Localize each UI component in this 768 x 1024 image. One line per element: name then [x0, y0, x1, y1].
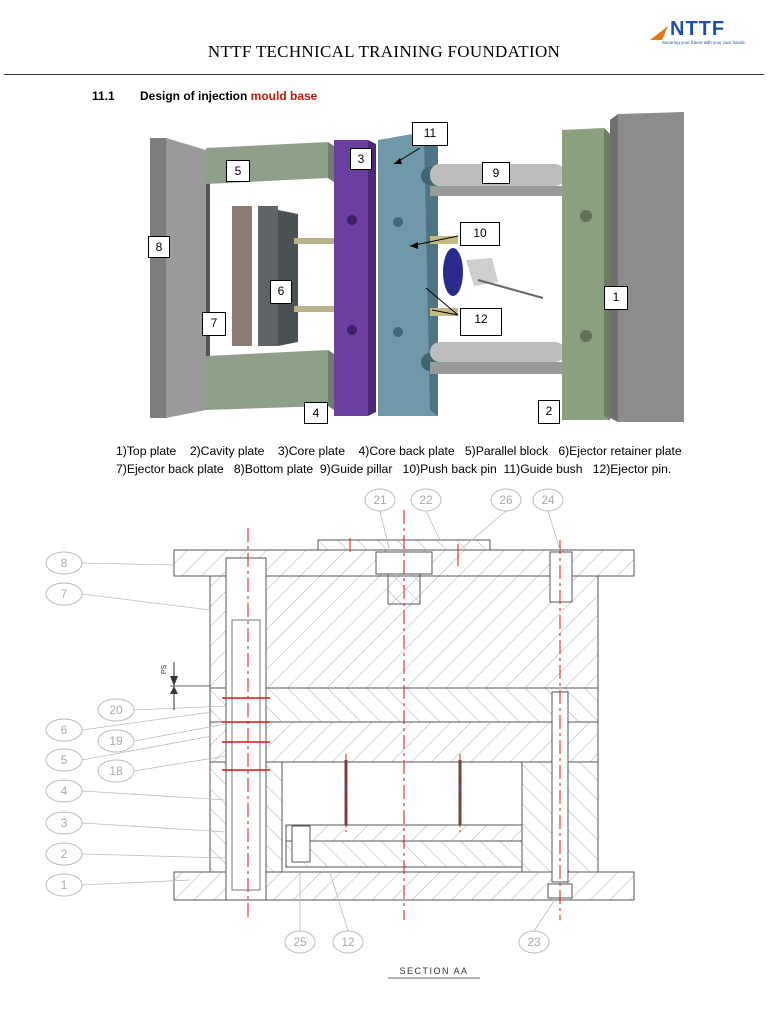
balloon-2: 2	[60, 847, 68, 861]
balloon-20: 20	[109, 703, 123, 717]
balloon-22: 22	[419, 493, 433, 507]
balloon-6: 6	[60, 723, 68, 737]
section-title-prefix: Design of injection	[140, 89, 251, 103]
ps-label: PS	[161, 664, 169, 675]
balloon-1: 1	[60, 878, 68, 892]
balloon-18: 18	[109, 764, 123, 778]
balloon-4: 4	[60, 784, 68, 798]
figure1-caption-line1: 1)Top plate 2)Cavity plate 3)Core plate 4)Core back plate 5)Parallel block 6)Ejector retainer plate	[116, 444, 682, 458]
balloon-12: 12	[341, 935, 355, 949]
section-aa-label: SECTION AA	[399, 966, 469, 976]
figure1-caption-line2: 7)Ejector back plate 8)Bottom plate 9)Guide pillar 10)Push back pin 11)Guide bush 12)Ejector pin.	[116, 462, 672, 476]
balloon-5: 5	[60, 753, 68, 767]
callout-7: 7	[202, 312, 226, 336]
balloon-24: 24	[541, 493, 555, 507]
callout-1: 1	[604, 286, 628, 310]
callout-10: 10	[460, 222, 500, 246]
section-number: 11.1	[92, 89, 115, 103]
balloon-21: 21	[373, 493, 387, 507]
balloon-25: 25	[293, 935, 307, 949]
page-header-title: NTTF TECHNICAL TRAINING FOUNDATION	[207, 42, 561, 61]
exploded-view-graphic	[148, 110, 688, 426]
callout-12: 12	[460, 308, 502, 336]
logo-arrow-icon	[650, 26, 668, 40]
logo-wordmark: NTTF	[670, 18, 726, 40]
callout-8: 8	[148, 236, 170, 258]
section-title-highlight: mould base	[250, 89, 318, 103]
balloon-26: 26	[499, 493, 513, 507]
callout-9: 9	[482, 162, 510, 184]
callout-6: 6	[270, 280, 292, 304]
balloon-19: 19	[109, 734, 123, 748]
nttf-logo	[648, 18, 760, 48]
callout-3: 3	[350, 148, 372, 170]
balloon-7: 7	[60, 587, 68, 601]
mould-base-exploded-view	[148, 110, 688, 426]
callout-11: 11	[412, 122, 448, 146]
callout-4: 4	[304, 402, 328, 424]
balloon-8: 8	[60, 556, 68, 570]
header-rule	[4, 74, 764, 75]
mould-section-drawing	[0, 480, 768, 1000]
balloon-3: 3	[60, 816, 68, 830]
callout-5: 5	[226, 160, 250, 182]
balloon-23: 23	[527, 935, 541, 949]
section-title	[140, 89, 317, 103]
logo-tagline: Securing your future with your own hands	[662, 40, 745, 45]
callout-2: 2	[538, 400, 560, 424]
